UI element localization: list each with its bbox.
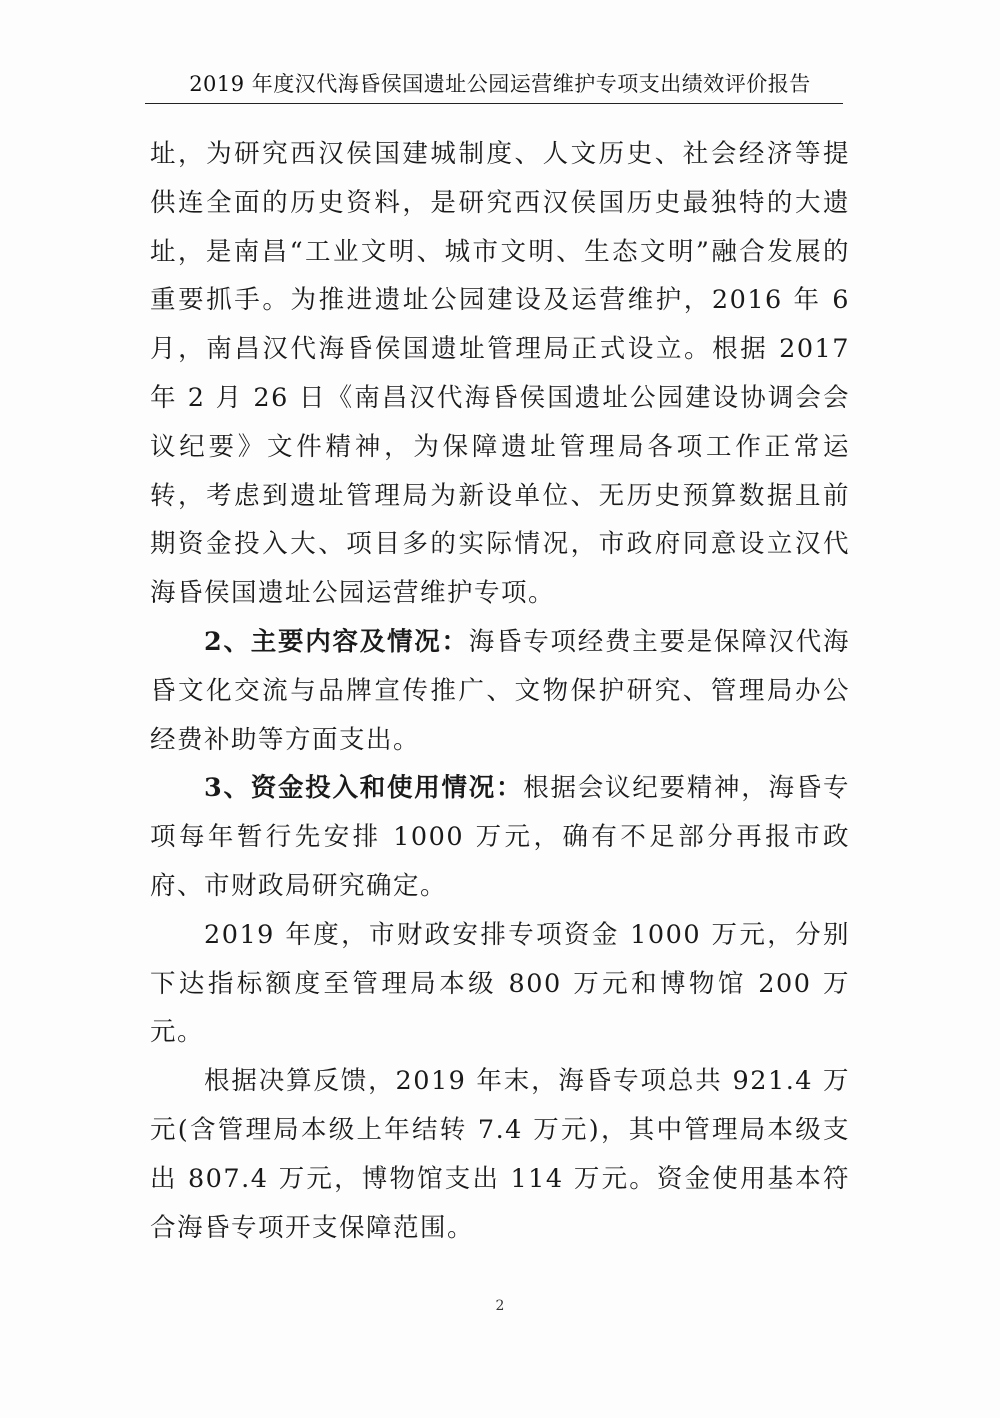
paragraph-funding	[150, 764, 850, 910]
paragraph-final-accounts: 根据决算反馈，2019 年末，海昏专项总共 921.4 万元(含管理局本级上年结转 7.4 万元)，其中管理局本级支出 807.4 万元，博物馆支出 114 万元。资金使用基本符合海昏专项开支保障范围。	[150, 1066, 850, 1243]
section-heading-funding: 3、资金投入和使用情况：	[204, 773, 524, 804]
page-number: 2	[495, 1298, 505, 1314]
paragraph-2019-allocation: 2019 年度，市财政安排专项资金 1000 万元，分别下达指标额度至管理局本级 800 万元和博物馆 200 万元。	[150, 919, 850, 1048]
paragraph-main-content	[150, 618, 850, 764]
report-body	[150, 130, 850, 1252]
header-divider	[145, 103, 843, 104]
paragraph-background-continued: 址，为研究西汉侯国建城制度、人文历史、社会经济等提供连全面的历史资料，是研究西汉侯国历史最独特的大遗址，是南昌“工业文明、城市文明、生态文明”融合发展的重要抓手。为推进遗址公园建设及运营维护，2016 年 6 月，南昌汉代海昏侯国遗址管理局正式设立。根据 2017 年 2 月 26 日《南昌汉代海昏侯国遗址公园建设协调会会议纪要》文件精神，为保障遗址管理局各项工作正常运转，考虑到遗址管理局为新设单位、无历史预算数据且前期资金投入大、项目多的实际情况，市政府同意设立汉代海昏侯国遗址公园运营维护专项。	[150, 139, 850, 609]
section-heading-main-content: 2、主要内容及情况：	[204, 626, 469, 657]
section-body-funding: 根据会议纪要精神，海昏专项每年暂行先安排 1000 万元，确有不足部分再报市政府、市财政局研究确定。	[150, 773, 850, 901]
report-header-title: 2019 年度汉代海昏侯国遗址公园运营维护专项支出绩效评价报告	[189, 72, 811, 96]
section-body-main-content: 海昏专项经费主要是保障汉代海昏文化交流与品牌宣传推广、文物保护研究、管理局办公经费补助等方面支出。	[150, 626, 850, 755]
